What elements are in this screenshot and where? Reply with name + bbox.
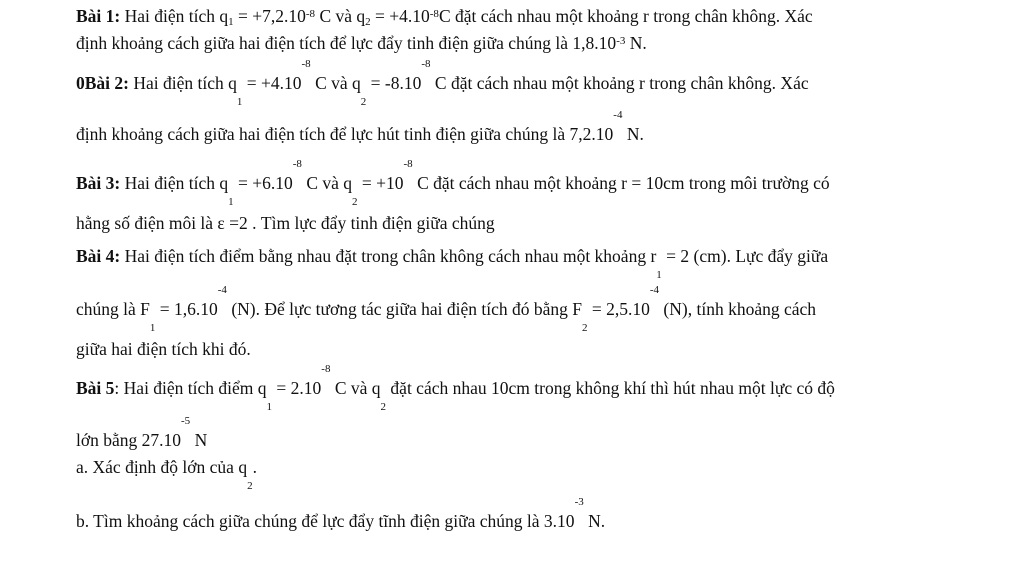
text: = +4.10 <box>242 73 302 93</box>
problem-4-line-3 <box>76 338 251 360</box>
exponent: -8 <box>305 8 316 21</box>
text: = -8.10 <box>366 73 422 93</box>
problem-4-line-2: chúng là F1 = 1,6.10-4 (N). Để lực tương tác giữa hai điện tích đó bằng F2 = 2,5.10-4 (N), tính khoảng cách <box>76 284 817 334</box>
problem-2-line-1: 0Bài 2: Hai điện tích q1 = +4.10-8 C và q2 = -8.10-8 C đặt cách nhau một khoảng r trong chân không. Xác <box>76 58 809 108</box>
text: (N). Để lực tương tác giữa hai điện tích đó bằng F <box>226 299 582 319</box>
text: Hai điện tích điểm bằng nhau đặt trong chân không cách nhau một khoảng r <box>120 246 657 266</box>
subscript: 2 <box>365 15 371 28</box>
text: C và q <box>330 378 381 398</box>
problem-3-line-2 <box>76 212 495 234</box>
text: N. <box>583 511 606 531</box>
text: giữa hai điện tích khi đó. <box>76 339 251 359</box>
text: C đặt cách nhau một khoảng r trong chân không. Xác <box>438 6 813 26</box>
text: = +6.10 <box>233 173 293 193</box>
problem-1-line-2 <box>76 32 647 54</box>
problem-5-part-b: b. Tìm khoảng cách giữa chúng để lực đẩy tĩnh điện giữa chúng là 3.10-3 N. <box>76 496 606 531</box>
text: (N), tính khoảng cách <box>659 299 817 319</box>
problem-5-part-a: a. Xác định độ lớn của q2. <box>76 457 257 492</box>
problem-2-line-2: định khoảng cách giữa hai điện tích để lực hút tinh điện giữa chúng là 7,2.10-4 N. <box>76 109 644 144</box>
text: N. <box>622 124 644 144</box>
text: = +4.10 <box>370 6 430 26</box>
text: = 2.10 <box>272 378 322 398</box>
problem-4-line-1: Bài 4: Hai điện tích điểm bằng nhau đặt trong chân không cách nhau một khoảng r1 = 2 (cm). Lực đẩy giữa <box>76 246 829 281</box>
text: C và q <box>310 73 361 93</box>
text: định khoảng cách giữa hai điện tích để lực đẩy tinh điện giữa chúng là 1,8.10 <box>76 33 617 53</box>
exponent: -8 <box>429 8 439 21</box>
text: Hai điện tích q <box>129 73 237 93</box>
problem-5-line-1: Bài 5: Hai điện tích điểm q1 = 2.10-8 C và q2 đặt cách nhau 10cm trong không khí thì hút nhau một lực có độ <box>76 363 835 413</box>
problem-3-line-1: Bài 3: Hai điện tích q1 = +6.10-8 C và q2 = +10-8 C đặt cách nhau một khoảng r = 10cm trong môi trường có <box>76 158 830 208</box>
text: = 1,6.10 <box>155 299 218 319</box>
text: hằng số điện môi là ε =2 . Tìm lực đẩy tinh điện giữa chúng <box>76 213 495 233</box>
text: chúng là F <box>76 299 150 319</box>
text: b. Tìm khoảng cách giữa chúng để lực đẩy tĩnh điện giữa chúng là 3.10 <box>76 511 575 531</box>
text: lớn bằng 27.10 <box>76 430 182 450</box>
text: C và q <box>301 173 353 193</box>
text: = 2 (cm). Lực đẩy giữa <box>661 246 829 266</box>
text: C đặt cách nhau một khoảng r = 10cm trong môi trường có <box>412 173 830 193</box>
problem-5-line-2: lớn bằng 27.10-5 N <box>76 415 208 450</box>
problem-1-label: Bài 1: <box>76 6 121 26</box>
text: định khoảng cách giữa hai điện tích để lực hút tinh điện giữa chúng là 7,2.10 <box>76 124 614 144</box>
text: . <box>252 457 257 477</box>
problem-4-label: Bài 4: <box>76 246 121 266</box>
text: = +10 <box>357 173 404 193</box>
text: : Hai điện tích điểm q <box>114 378 267 398</box>
exponent: -3 <box>616 35 626 48</box>
problem-1-line-1 <box>76 5 813 27</box>
problem-2-label: 0Bài 2: <box>76 73 129 93</box>
text: N <box>190 430 208 450</box>
text: a. Xác định độ lớn của q <box>76 457 248 477</box>
subscript: 1 <box>228 15 234 28</box>
text: = +7,2.10 <box>233 6 306 26</box>
text: Hai điện tích q <box>120 6 229 26</box>
text: đặt cách nhau 10cm trong không khí thì hút nhau một lực có độ <box>386 378 835 398</box>
text: C và q <box>315 6 366 26</box>
text: = 2,5.10 <box>587 299 650 319</box>
text: C đặt cách nhau một khoảng r trong chân không. Xác <box>430 73 809 93</box>
problem-3-label: Bài 3: <box>76 173 121 193</box>
problem-5-label: Bài 5 <box>76 378 115 398</box>
text: Hai điện tích q <box>120 173 229 193</box>
text: N. <box>625 33 647 53</box>
